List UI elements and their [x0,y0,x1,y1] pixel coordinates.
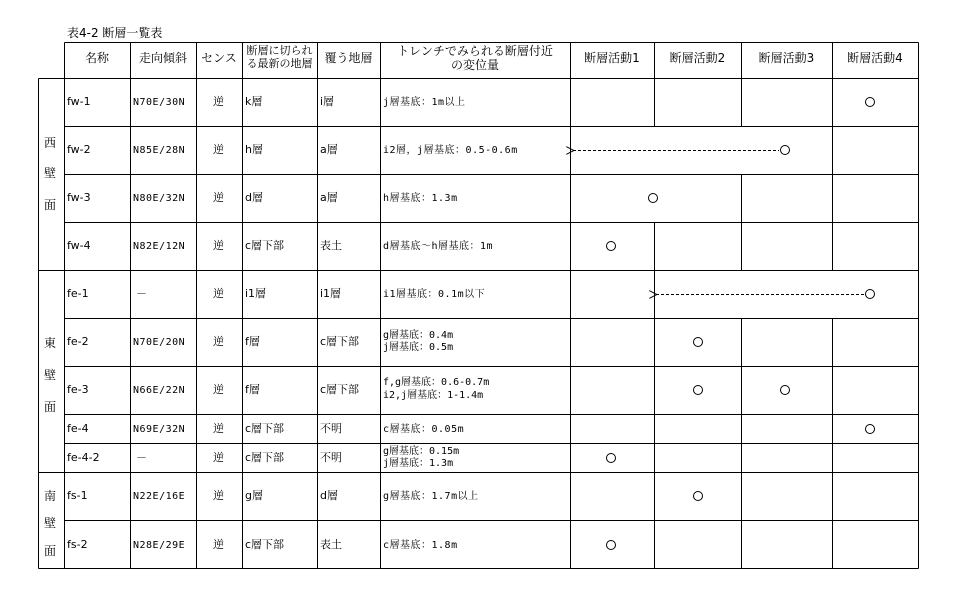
group-south-char1: 南 [43,489,56,503]
row-strike: N66E/22N [133,385,186,396]
row-cut-layer: c層下部 [245,239,285,252]
row-cover-layer: a層 [320,191,338,204]
row-cut-layer: h層 [245,143,263,156]
row-cover-layer: 表土 [320,538,342,551]
header-displacement-line2: の変位量 [450,58,499,72]
table-title: 表4-2 断層一覧表 [67,26,163,40]
header-sense: センス [201,51,237,65]
row-strike: N70E/20N [133,337,186,348]
activity-mark-circle [606,453,616,463]
row-cover-layer: 不明 [320,451,342,464]
row-sense: 逆 [213,335,224,348]
row-name: fe-1 [67,287,89,300]
row-name: fw-4 [67,239,91,252]
row-displacement-line2: j層基底：0.5m [383,342,454,353]
group-east-char2: 壁 [43,368,56,382]
row-cover-layer: 不明 [320,422,342,435]
row-name: fw-2 [67,143,91,156]
row-sense: 逆 [213,383,224,396]
row-displacement: c層基底：0.05m [383,424,465,435]
row-cover-layer: c層下部 [320,383,360,396]
row-displacement: d層基底～h層基底：1m [383,241,494,252]
header-cut-layer-line1: 断層に切られ [246,44,313,57]
header-activity1: 断層活動1 [584,51,640,65]
group-east-char1: 東 [43,336,56,350]
row-name: fe-4-2 [67,451,100,464]
row-cut-layer: c層下部 [245,451,285,464]
row-strike: N28E/29E [133,540,186,551]
row-cut-layer: k層 [245,95,263,108]
header-displacement-line1: トレンチでみられる断層付近 [397,44,553,58]
activity-mark-circle [693,491,703,501]
activity-mark-circle [693,385,703,395]
activity-mark-circle [693,337,703,347]
row-displacement-line1: f,g層基底：0.6-0.7m [383,377,490,388]
activity-mark-circle [606,241,616,251]
row-sense: 逆 [213,538,224,551]
row-name: fw-1 [67,95,91,108]
row-displacement: j層基底：1m以上 [383,97,466,108]
row-cut-layer: c層下部 [245,422,285,435]
row-displacement: g層基底：1.7m以上 [383,491,479,502]
row-displacement: i2層，j層基底：0.5-0.6m [383,145,518,156]
row-cover-layer: i層 [320,95,335,108]
row-strike: N70E/30N [133,97,186,108]
row-name: fe-4 [67,422,89,435]
row-displacement: i1層基底：0.1m以下 [383,289,486,300]
row-sense: 逆 [213,287,224,300]
activity-mark-circle [865,289,875,299]
row-cut-layer: f層 [245,335,260,348]
row-cover-layer: d層 [320,489,338,502]
row-name: fe-3 [67,383,89,396]
row-cut-layer: g層 [245,489,263,502]
row-strike: － [136,451,147,464]
row-displacement: c層基底：1.8m [383,540,458,551]
row-cover-layer: a層 [320,143,338,156]
row-strike: N22E/16E [133,491,186,502]
row-sense: 逆 [213,191,224,204]
row-name: fw-3 [67,191,91,204]
activity-mark-circle [865,424,875,434]
row-strike: N80E/32N [133,193,186,204]
row-sense: 逆 [213,422,224,435]
group-south-char3: 面 [43,544,56,558]
row-sense: 逆 [213,489,224,502]
row-sense: 逆 [213,451,224,464]
activity-mark-circle [606,540,616,550]
row-sense: 逆 [213,95,224,108]
row-strike: N82E/12N [133,241,186,252]
row-cut-layer: i1層 [245,287,267,300]
row-cut-layer: f層 [245,383,260,396]
row-displacement-line1: g層基底：0.4m [383,330,454,341]
row-displacement-line2: j層基底：1.3m [383,458,454,469]
row-strike: N85E/28N [133,145,186,156]
activity-mark-circle [780,145,790,155]
group-west-char2: 壁 [43,166,56,180]
row-displacement-line2: i2,j層基底：1-1.4m [383,390,484,401]
group-west-char1: 西 [43,136,56,150]
header-activity2: 断層活動2 [669,51,726,65]
row-displacement-line1: g層基底：0.15m [383,446,460,457]
row-cover-layer: i1層 [320,287,342,300]
row-cover-layer: 表土 [320,239,342,252]
header-cover-layer: 覆う地層 [324,51,373,65]
row-cover-layer: c層下部 [320,335,360,348]
row-strike: － [136,287,147,300]
header-activity3: 断層活動3 [758,51,815,65]
row-strike: N69E/32N [133,424,186,435]
row-sense: 逆 [213,143,224,156]
row-cut-layer: c層下部 [245,538,285,551]
activity-mark-circle [780,385,790,395]
header-strike-dip: 走向傾斜 [138,51,187,65]
row-displacement: h層基底：1.3m [383,193,458,204]
group-south-char2: 壁 [43,516,56,530]
activity-mark-circle [648,193,658,203]
header-name: 名称 [84,51,109,65]
activity-mark-circle [865,97,875,107]
header-cut-layer-line2: る最新の地層 [246,57,313,70]
group-west-char3: 面 [43,198,56,212]
row-sense: 逆 [213,239,224,252]
group-east-char3: 面 [43,400,56,414]
row-name: fe-2 [67,335,89,348]
row-name: fs-1 [67,489,88,502]
row-name: fs-2 [67,538,88,551]
header-activity4: 断層活動4 [847,51,903,65]
row-cut-layer: d層 [245,191,263,204]
